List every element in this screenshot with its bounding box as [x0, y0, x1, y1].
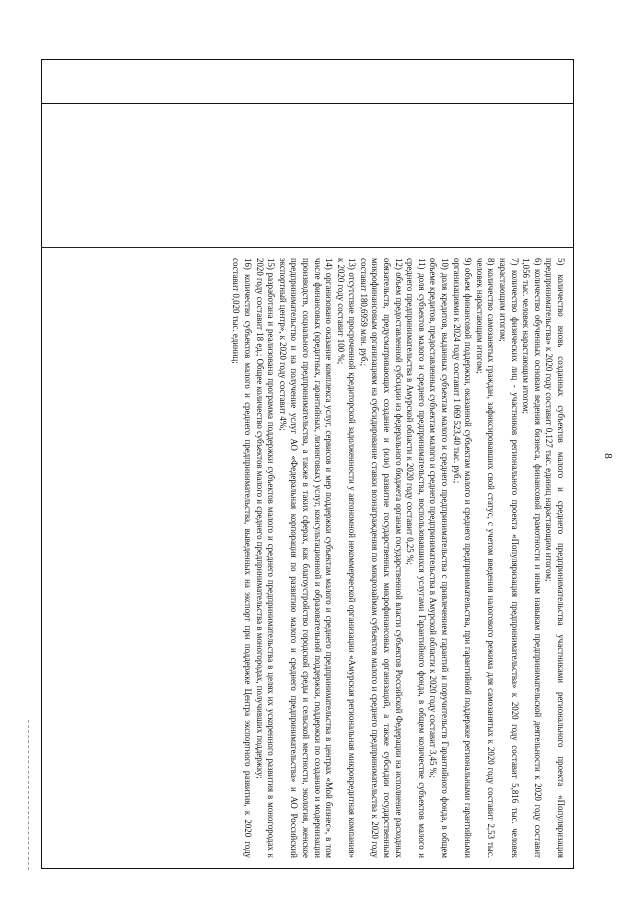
- list-item: 5) количество вновь созданных субъектов малого и среднего предпринимательства участниками регионального проекта «Популяризация предпринимательства» к 2020 году составит 0,127 тыс. единиц нарастающим итогом;: [543, 258, 566, 858]
- list-item: 10) доля кредитов, выданных субъектам малого и среднего предпринимательства с привлечением гарантий и поручительств Гарантийного фонда, в общем объеме кредитов, предоставленных субъектам малого и среднего предпринимательства в Амурской области к 2020 году составит 3,45 %;: [427, 258, 450, 858]
- list-item: 16) количество субъектов малого и среднего предпринимательства, выведенных на экспорт при поддержке Центра экспортного развития, к 2020 году составит 0,020 тыс. единиц;: [230, 258, 253, 858]
- list-item: 14) организовано оказание комплекса услуг, сервисов и мер поддержки субъектам малого и среднего предпринимательства в центрах «Мой бизнес», в том числе финансовых (кредитных, гарантийных, лизинговых) услуг, консультационной и образовательной поддержки, поддержки по созданию и модернизации производств, социального предпринимательства, а также в таких сферах, как благоустройство городской среды и сельской местности, экология, женское предпринимательство и на получение услуг АО «Федеральная корпорация по развитию малого и среднего предпринимательства» и АО Российский экспортный центр», к 2020 году составит 4%;: [277, 258, 334, 858]
- rotated-text-column: [48, 254, 568, 862]
- table-cell: [41, 247, 574, 869]
- table-header-divider: [41, 103, 574, 104]
- list-item: 12) объем предоставленной субсидии из федерального бюджета органам государственной власти субъектов Российской Федерации на исполнение расходных обязательств, предусматривающих создание и (или) развитие государственных микрофинансовых организаций, а также субсидии государственным микрофинансовым организациям на субсидирование ставки вознаграждения по микрозаймам субъектов малого и среднего предпринимательства к 2020 году составит 180,6959 млн. руб.;: [358, 258, 404, 858]
- list-item: 13) отсутствие просроченной кредиторской задолженности у автономной некоммерческой организации «Амурская региональная микрокредитная компания» к 2020 году составит 100 %;: [335, 258, 357, 858]
- list-item: 6) количество обученных основам ведения бизнеса, финансовой грамотности и иным навыкам предпринимательской деятельности к 2020 году составит 1,056 тыс. человек нарастающим итогом;: [520, 258, 543, 858]
- list-item: 9) объем финансовой поддержки, оказанной субъектам малого и среднего предпринимательства, при гарантийной поддержке региональными гарантийными организациями к 2024 году составит 1 069 523,40 тыс. руб.;: [451, 258, 473, 858]
- list-item: 7) количество физических лиц - участников регионального проекта «Популяризация предпринимательства» к 2020 году составит 5,816 тыс. человек нарастающим итогом;: [497, 258, 520, 858]
- scan-margin-mark: [28, 720, 30, 870]
- page-number: 8: [602, 453, 614, 459]
- list-item: 15) разработана и реализована программа поддержки субъектов малого и среднего предпринимательства в целях их ускоренного развития в моногородах к 2020 году составит 18 ед.; Общее количество субъектов малого и среднего предпринимательства в моногородах, получивших поддержку;: [254, 258, 276, 858]
- list-item: 11) доля субъектов малого и среднего предпринимательства, воспользовавшихся услугами Гарантийного фонда, в общем количестве субъектов малого и среднего предпринимательства в Амурской области к 2020 году составит 0,25 %;: [404, 258, 427, 858]
- list-item: 8) количество самозанятых граждан, зафиксировавших свой статус, с учетом введения налогового режима для самозанятых к 2020 году составит 2,53 тыс. человек нарастающим итогом;: [474, 258, 496, 858]
